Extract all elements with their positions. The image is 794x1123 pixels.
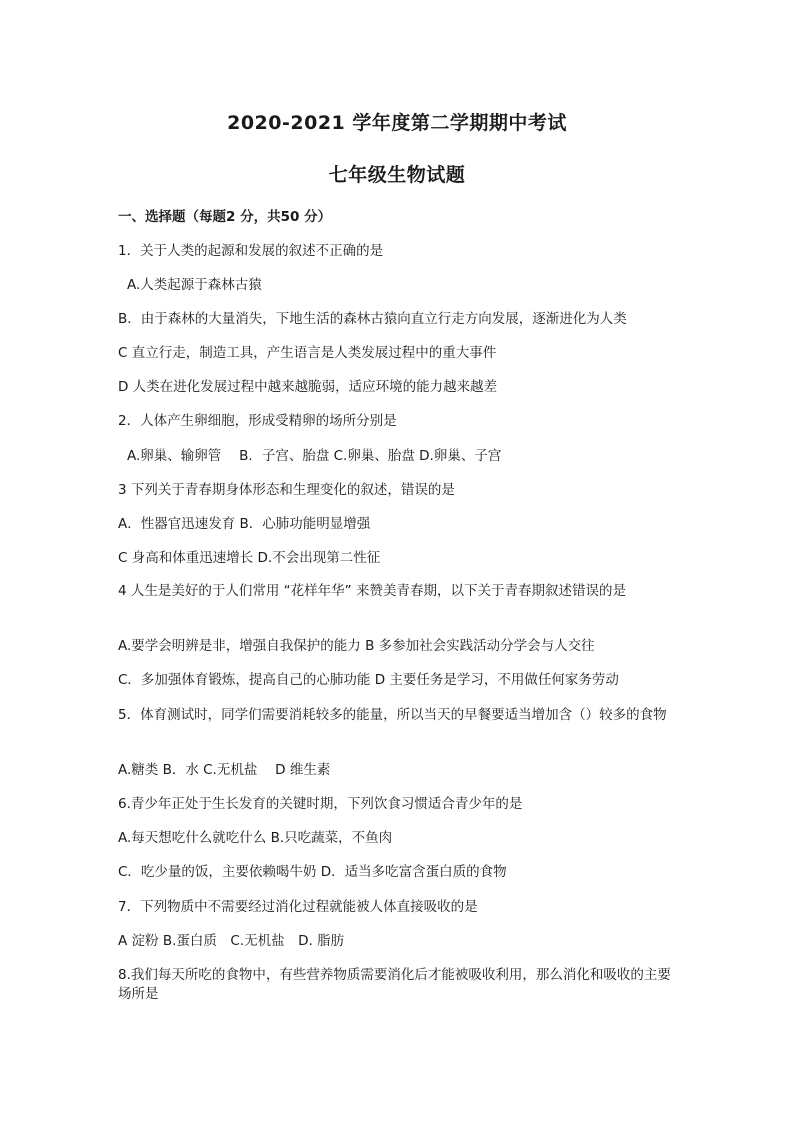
exam-subtitle: 七年级生物试题 [328,164,466,186]
question-1-option-d: D 人类在进化发展过程中越来越脆弱，适应环境的能力越来越差 [118,379,498,395]
question-4-options-ab: A.要学会明辨是非，增强自我保护的能力 B 多参加社会实践活动分学会与人交往 [118,638,595,654]
question-6: 6.青少年正处于生长发育的关键时期，下列饮食习惯适合青少年的是 [118,796,523,812]
question-1-option-a: A.人类起源于森林古猿 [127,277,262,293]
question-2: 2．人体产生卵细胞，形成受精卵的场所分别是 [118,413,397,429]
question-3: 3 下列关于青春期身体形态和生理变化的叙述，错误的是 [118,482,455,498]
exam-title: 2020-2021 学年度第二学期期中考试 [227,112,567,134]
question-2-options: A.卵巢、输卵管 B．子宫、胎盘 C.卵巢、胎盘 D.卵巢、子宫 [127,448,502,464]
question-8: 8.我们每天所吃的食物中，有些营养物质需要消化后才能被吸收利用，那么消化和吸收的主要场所是 [118,967,671,1002]
question-3-options-cd: C 身高和体重迅速增长 D.不会出现第二性征 [118,550,381,566]
question-3-options-ab: A．性器官迅速发育 B．心肺功能明显增强 [118,516,371,532]
question-1-option-b: B．由于森林的大量消失，下地生活的森林古猿向直立行走方向发展，逐渐进化为人类 [118,311,627,327]
question-4-options-cd: C．多加强体育锻炼，提高自己的心肺功能 D 主要任务是学习，不用做任何家务劳动 [118,672,619,688]
question-7-options: A 淀粉 B.蛋白质 C.无机盐 D. 脂肪 [118,933,345,949]
question-6-options-cd: C．吃少量的饭，主要依赖喝牛奶 D．适当多吃富含蛋白质的食物 [118,864,507,880]
question-7: 7．下列物质中不需要经过消化过程就能被人体直接吸收的是 [118,899,478,915]
section-heading: 一、选择题（每题2 分，共50 分） [118,209,332,225]
question-6-options-ab: A.每天想吃什么就吃什么 B.只吃蔬菜，不鱼肉 [118,830,393,846]
question-1-option-c: C 直立行走，制造工具，产生语言是人类发展过程中的重大事件 [118,345,497,361]
question-4: 4 人生是美好的于人们常用 “花样年华” 来赞美青春期，以下关于青春期叙述错误的是 [118,583,626,599]
question-5: 5．体育测试时，同学们需要消耗较多的能量，所以当天的早餐要适当增加含（）较多的食物 [118,707,667,723]
question-5-options: A.糖类 B．水 C.无机盐 D 维生素 [118,762,331,778]
question-1: 1．关于人类的起源和发展的叙述不正确的是 [118,243,384,259]
